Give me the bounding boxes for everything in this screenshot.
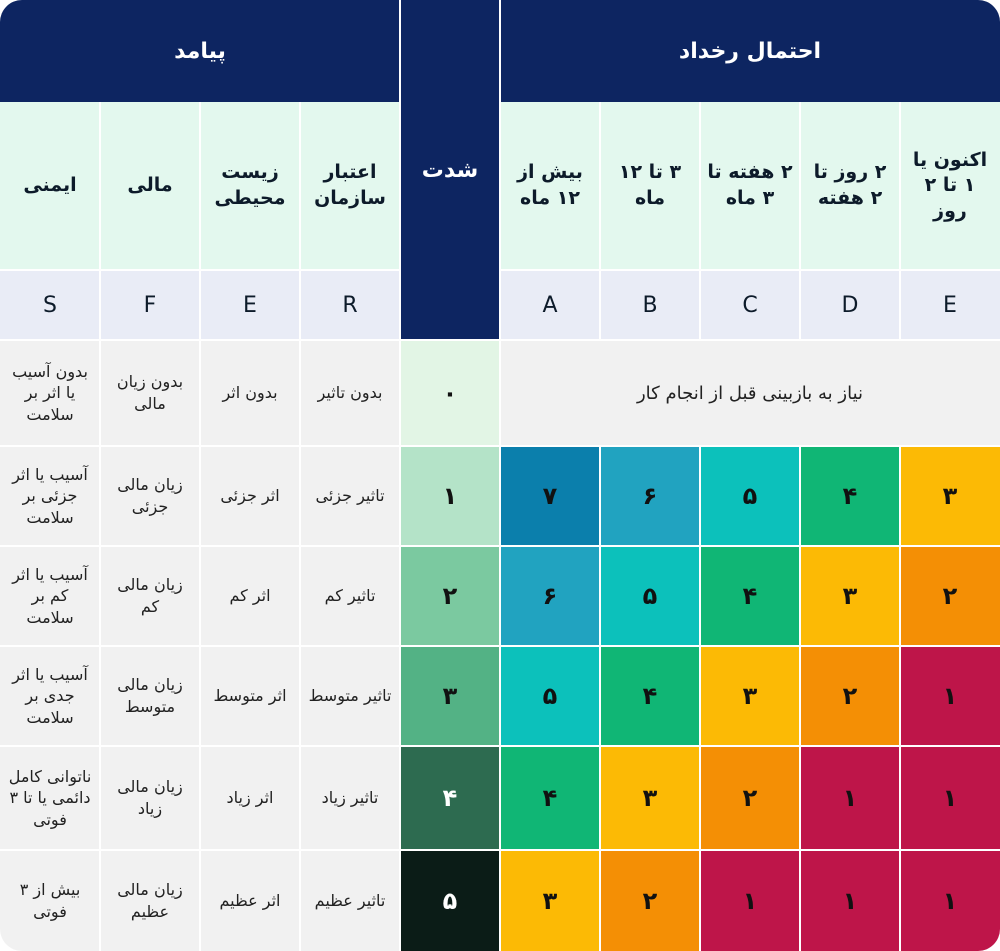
row1-reputation: تاثیر جزئی [300,446,400,546]
code-environmental: E [200,270,300,340]
col-head-likelihood-b: ۳ تا ۱۲ ماه [600,102,700,270]
row2-safety: آسیب یا اثر کم بر سلامت [0,546,100,646]
row3-reputation: تاثیر متوسط [300,646,400,746]
row5-environmental: اثر عظیم [200,850,300,951]
row0-environmental: بدون اثر [200,340,300,446]
risk-cell: ۱ [900,746,1000,850]
row1-environmental: اثر جزئی [200,446,300,546]
row1-financial: زیان مالی جزئی [100,446,200,546]
col-head-likelihood-c: ۲ هفته تا ۳ ماه [700,102,800,270]
risk-cell: ۲ [700,746,800,850]
row5-financial: زیان مالی عظیم [100,850,200,951]
risk-cell: ۴ [800,446,900,546]
col-head-likelihood-e: اکنون یا ۱ تا ۲ روز [900,102,1000,270]
risk-cell: ۱ [800,746,900,850]
row3-financial: زیان مالی متوسط [100,646,200,746]
risk-cell: ۲ [900,546,1000,646]
risk-cell: ۳ [600,746,700,850]
code-likelihood-d: D [800,270,900,340]
severity-2: ۲ [400,546,500,646]
risk-cell: ۳ [900,446,1000,546]
row0-reputation: بدون تاثیر [300,340,400,446]
col-head-financial: مالی [100,102,200,270]
col-head-environmental: زیست محیطی [200,102,300,270]
code-likelihood-b: B [600,270,700,340]
likelihood-header: احتمال رخداد [500,0,1000,102]
row5-safety: بیش از ۳ فوتی [0,850,100,951]
risk-cell: ۳ [500,850,600,951]
row2-environmental: اثر کم [200,546,300,646]
row3-environmental: اثر متوسط [200,646,300,746]
code-safety: S [0,270,100,340]
risk-cell: ۵ [600,546,700,646]
risk-cell: ۴ [700,546,800,646]
row2-financial: زیان مالی کم [100,546,200,646]
row4-environmental: اثر زیاد [200,746,300,850]
code-financial: F [100,270,200,340]
col-head-likelihood-a: بیش از ۱۲ ماه [500,102,600,270]
severity-1: ۱ [400,446,500,546]
row0-safety: بدون آسیب یا اثر بر سلامت [0,340,100,446]
severity-0: ۰ [400,340,500,446]
risk-cell: ۳ [800,546,900,646]
risk-cell: ۱ [900,850,1000,951]
severity-header: شدت [400,0,500,340]
severity-4: ۴ [400,746,500,850]
col-head-reputation: اعتبار سازمان [300,102,400,270]
severity-5: ۵ [400,850,500,951]
col-head-safety: ایمنی [0,102,100,270]
row5-reputation: تاثیر عظیم [300,850,400,951]
risk-cell: ۷ [500,446,600,546]
risk-cell: ۱ [800,850,900,951]
consequence-header: پیامد [0,0,400,102]
review-note: نیاز به بازبینی قبل از انجام کار [500,340,1000,446]
risk-cell: ۱ [700,850,800,951]
code-likelihood-a: A [500,270,600,340]
row4-financial: زیان مالی زیاد [100,746,200,850]
risk-cell: ۲ [600,850,700,951]
risk-cell: ۱ [900,646,1000,746]
risk-cell: ۶ [500,546,600,646]
row4-safety: ناتوانی کامل دائمی یا تا ۳ فوتی [0,746,100,850]
severity-3: ۳ [400,646,500,746]
risk-cell: ۵ [500,646,600,746]
row2-reputation: تاثیر کم [300,546,400,646]
row4-reputation: تاثیر زیاد [300,746,400,850]
risk-cell: ۲ [800,646,900,746]
row3-safety: آسیب یا اثر جدی بر سلامت [0,646,100,746]
risk-cell: ۵ [700,446,800,546]
risk-cell: ۴ [600,646,700,746]
col-head-likelihood-d: ۲ روز تا ۲ هفته [800,102,900,270]
row1-safety: آسیب یا اثر جزئی بر سلامت [0,446,100,546]
risk-cell: ۶ [600,446,700,546]
row0-financial: بدون زیان مالی [100,340,200,446]
risk-cell: ۳ [700,646,800,746]
code-reputation: R [300,270,400,340]
code-likelihood-e: E [900,270,1000,340]
code-likelihood-c: C [700,270,800,340]
risk-cell: ۴ [500,746,600,850]
